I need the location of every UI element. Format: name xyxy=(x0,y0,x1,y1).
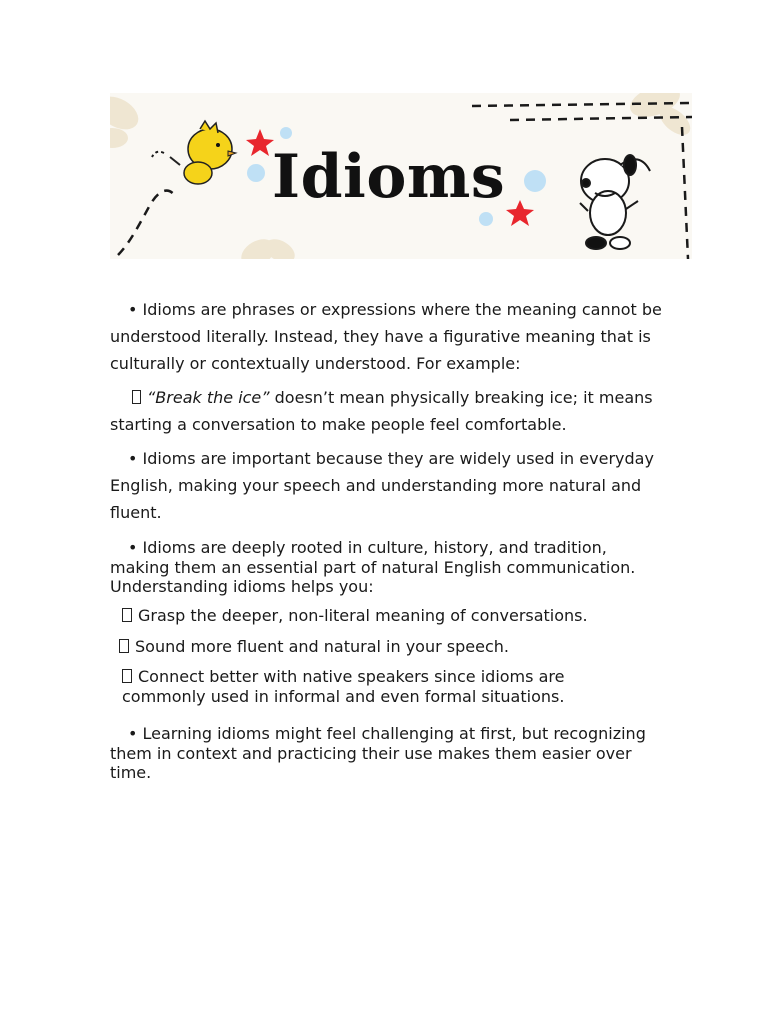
paragraph-importance-text: • Idioms are important because they are widely used in everyday English, making your speech and understanding more natural and fluent. xyxy=(110,449,654,522)
missing-glyph-icon xyxy=(122,669,132,683)
header-banner xyxy=(110,93,692,259)
banner-title: Idioms xyxy=(272,142,506,212)
list-item-text: Grasp the deeper, non-literal meaning of conversations. xyxy=(138,606,588,625)
paragraph-culture-text: • Idioms are deeply rooted in culture, history, and tradition, making them an essential part of natural English communication. Understanding idioms helps you: xyxy=(110,538,636,596)
list-item xyxy=(122,667,612,706)
missing-glyph-icon xyxy=(132,390,141,404)
paragraph-example xyxy=(110,384,670,438)
snoopy-illustration xyxy=(580,155,650,249)
example-explanation: doesn’t mean physically breaking ice; it means starting a conversation to make people feel comfortable. xyxy=(110,388,653,434)
list-item xyxy=(122,606,682,626)
paragraph-importance xyxy=(110,445,670,526)
list-item xyxy=(119,637,679,657)
paragraph-definition xyxy=(110,296,670,377)
example-quote: “Break the ice” xyxy=(147,388,270,407)
paragraph-definition-text: • Idioms are phrases or expressions where the meaning cannot be understood literally. Instead, they have a figurative meaning that is culturally or contextually understood. For example: xyxy=(110,300,662,373)
paragraph-culture xyxy=(110,538,670,597)
missing-glyph-icon xyxy=(122,608,132,622)
paragraph-learning-text: • Learning idioms might feel challenging at first, but recognizing them in context and practicing their use makes them easier over time. xyxy=(110,724,646,782)
list-item-text: Connect better with native speakers since idioms are commonly used in informal and even formal situations. xyxy=(122,667,565,706)
paragraph-learning xyxy=(110,724,670,783)
woodstock-illustration xyxy=(152,121,236,184)
missing-glyph-icon xyxy=(119,639,129,653)
list-item-text: Sound more fluent and natural in your speech. xyxy=(135,637,509,656)
